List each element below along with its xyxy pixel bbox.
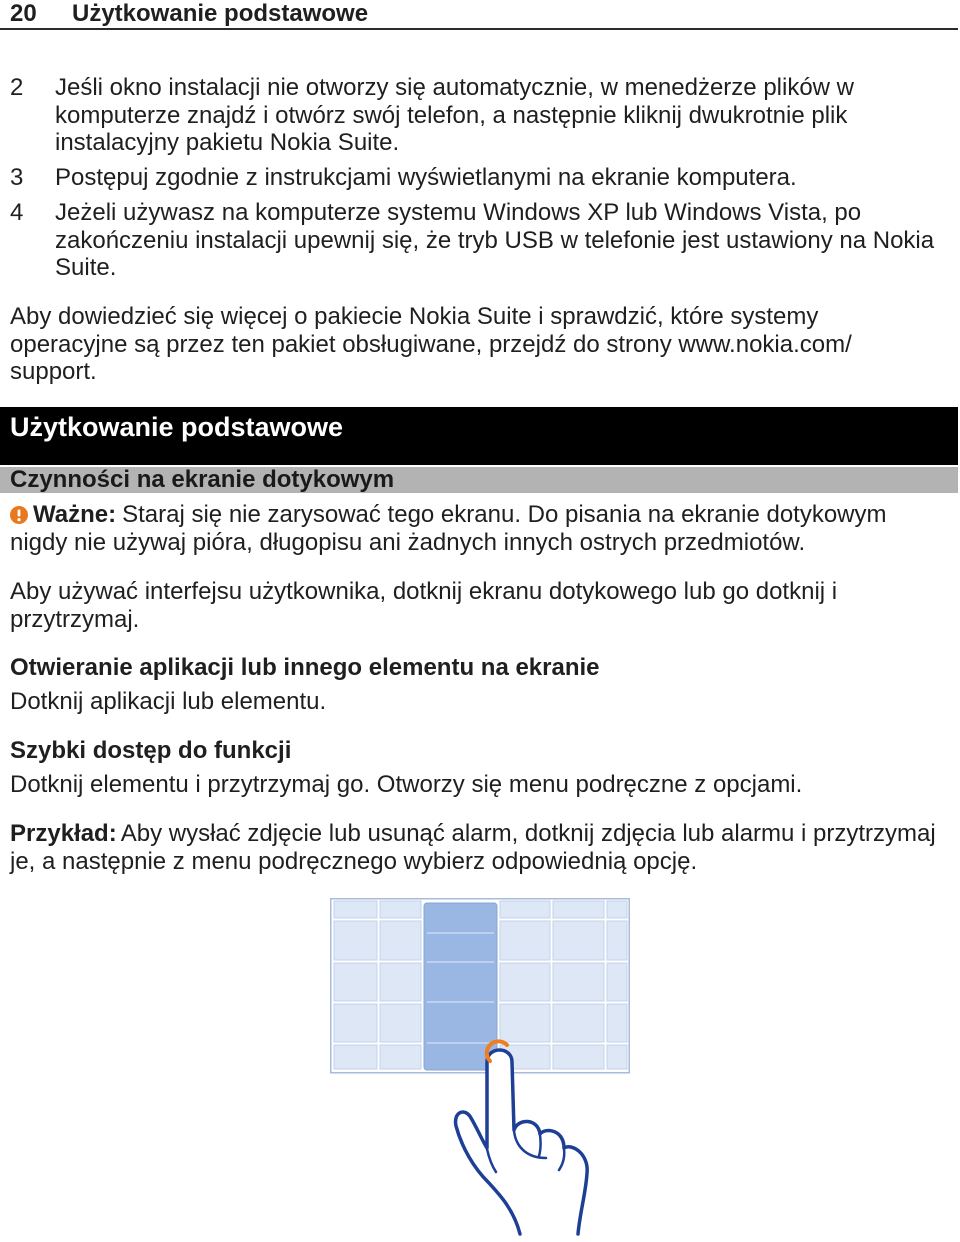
topic-text — [10, 771, 802, 799]
step-text-line: Suite. — [55, 254, 117, 281]
topic-text-quick-access: Dotknij elementu i przytrzymaj go. Otworzy się menu podręczne z opcjami. — [10, 771, 803, 798]
warning-icon-dot — [17, 518, 20, 521]
touch-and-hold-illustration — [320, 888, 640, 1238]
step-number: 3 — [10, 164, 24, 191]
step-number: 4 — [10, 199, 24, 226]
topic-text-open-app: Dotknij aplikacji lub elementu. — [10, 688, 327, 715]
grid-cell — [380, 901, 421, 918]
subsection-header-bar — [0, 467, 958, 493]
example-paragraph — [10, 820, 936, 875]
topic-text — [10, 688, 326, 716]
grid-cell — [553, 921, 604, 960]
step-text-line: Postępuj zgodnie z instrukcjami wyświetlanymi na ekranie komputera. — [55, 164, 797, 191]
hand-icon — [456, 1050, 588, 1234]
paragraph-line: support. — [10, 358, 97, 385]
step-4 — [10, 199, 934, 282]
grid-cell — [607, 921, 627, 960]
topic-heading-quick-access: Szybki dostęp do funkcji — [10, 737, 292, 764]
grid-cell — [607, 1004, 627, 1042]
topic-heading — [10, 737, 291, 765]
grid-cell — [500, 1004, 550, 1042]
grid-cell — [380, 921, 421, 960]
step-text-line: komputerze znajdź i otwórz swój telefon, a następnie kliknij dwukrotnie plik — [55, 101, 848, 129]
support-paragraph — [10, 303, 852, 386]
page-number: 20 — [10, 0, 37, 27]
grid-cell — [500, 921, 550, 960]
step-number: 2 — [10, 74, 24, 101]
grid-cell — [607, 963, 627, 1001]
grid-cell — [334, 901, 377, 918]
step-text-line: Jeśli okno instalacji nie otworzy się automatycznie, w menedżerze plików w — [55, 74, 855, 101]
example-first-line — [10, 820, 936, 848]
step-3 — [10, 164, 797, 192]
grid-cell — [380, 963, 421, 1001]
warning-label: Ważne: — [33, 501, 117, 528]
grid-cell — [380, 1045, 421, 1069]
grid-cell — [553, 901, 604, 918]
warning-icon-bar — [18, 509, 21, 516]
paragraph-line: operacyjne są przez ten pakiet obsługiwane, przejdź do strony www.nokia.com/ — [10, 330, 852, 358]
topic-heading — [10, 654, 600, 682]
grid-cell — [334, 963, 377, 1001]
intro-paragraph — [10, 578, 837, 633]
grid-cell — [334, 1045, 377, 1069]
highlighted-column — [424, 903, 497, 1070]
header-rule — [0, 28, 958, 30]
warning-first-line — [10, 501, 887, 529]
example-label: Przykład: — [10, 820, 117, 847]
step-text — [55, 164, 797, 192]
highlighted-column-fill — [424, 903, 497, 1070]
step-text-line: instalacyjny pakietu Nokia Suite. — [55, 129, 400, 156]
grid-cell — [380, 1004, 421, 1042]
grid-cell — [553, 1004, 604, 1042]
grid-cell — [553, 963, 604, 1001]
grid-cell — [500, 963, 550, 1001]
paragraph-line: przytrzymaj. — [10, 605, 140, 633]
warning-note — [10, 501, 887, 556]
grid-cell — [553, 1045, 604, 1069]
warning-text: Staraj się nie zarysować tego ekranu. Do pisania na ekranie dotykowym — [122, 501, 887, 528]
grid-cell — [607, 901, 627, 918]
running-header — [0, 0, 958, 28]
section-title: Użytkowanie podstawowe — [10, 412, 344, 442]
topic-heading-open-app: Otwieranie aplikacji lub innego elementu na ekranie — [10, 654, 600, 681]
warning-icon — [10, 506, 28, 524]
step-text-line: zakończeniu instalacji upewnij się, że tryb USB w telefonie jest ustawiony na Nokia — [55, 226, 935, 254]
section-header-bar — [0, 407, 958, 465]
paragraph-line: Aby dowiedzieć się więcej o pakiecie Nokia Suite i sprawdzić, które systemy — [10, 303, 819, 330]
grid-cell — [500, 901, 550, 918]
grid-cell — [334, 1004, 377, 1042]
grid-cell — [607, 1045, 627, 1069]
paragraph-line: Aby używać interfejsu użytkownika, dotknij ekranu dotykowego lub go dotknij i — [10, 578, 838, 605]
running-header-title: Użytkowanie podstawowe — [72, 0, 369, 27]
example-text: Aby wysłać zdjęcie lub usunąć alarm, dotknij zdjęcia lub alarmu i przytrzymaj — [120, 820, 936, 847]
step-text-line: Jeżeli używasz na komputerze systemu Windows XP lub Windows Vista, po — [55, 199, 862, 226]
warning-text: nigdy nie używaj pióra, długopisu ani żadnych innych ostrych przedmiotów. — [10, 528, 806, 556]
subsection-title: Czynności na ekranie dotykowym — [10, 466, 395, 493]
grid-cell — [334, 921, 377, 960]
example-text: je, a następnie z menu podręcznego wybierz odpowiednią opcję. — [10, 847, 698, 875]
step-text — [55, 74, 854, 157]
step-2 — [10, 74, 854, 157]
step-text — [55, 199, 934, 282]
